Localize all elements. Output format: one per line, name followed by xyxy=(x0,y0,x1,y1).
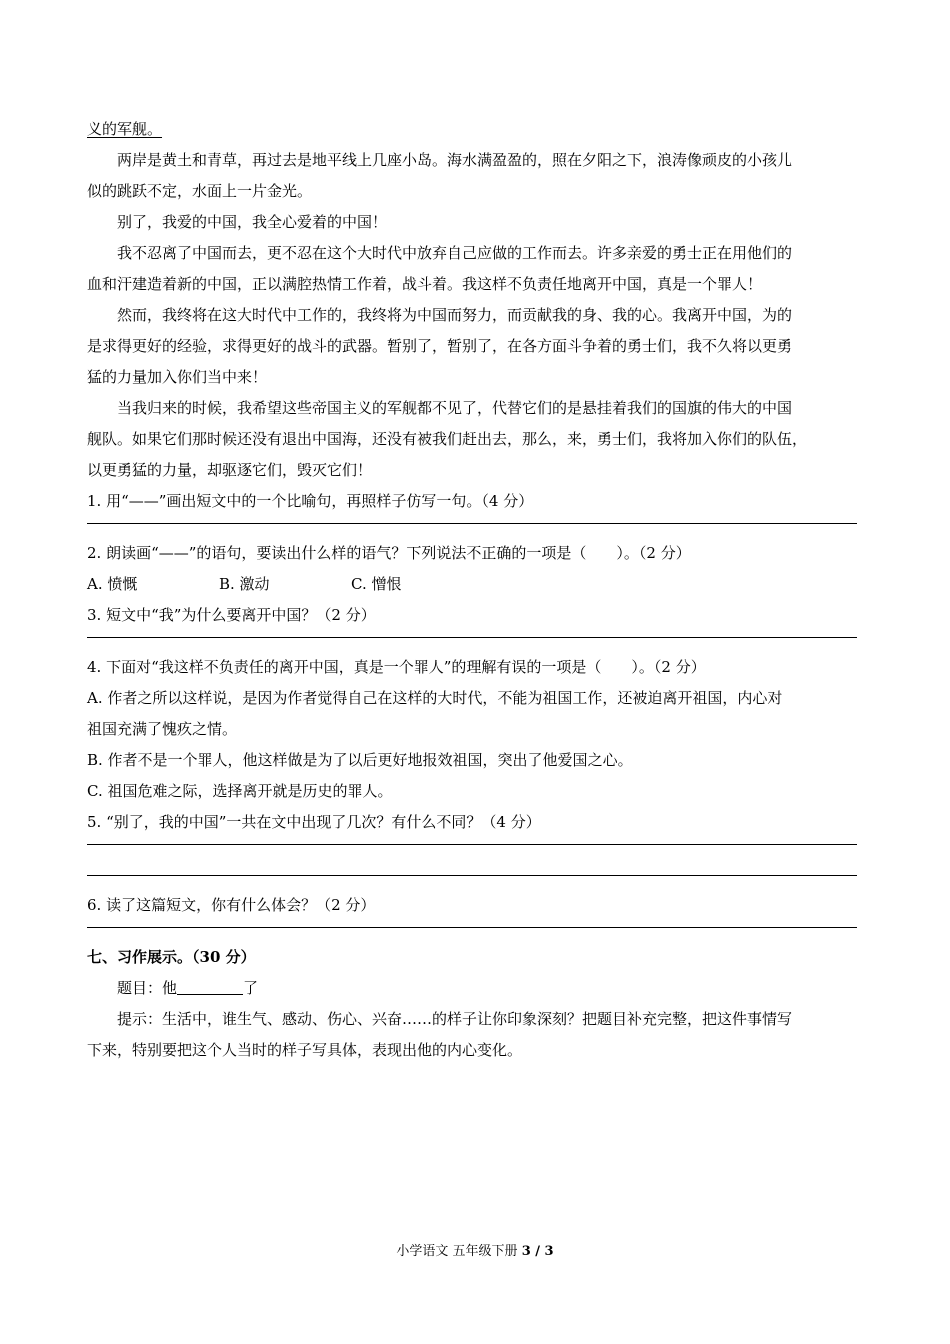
option-c[interactable]: C. 憎恨 xyxy=(351,575,402,593)
option-a-continued: 祖国充满了愧疚之情。 xyxy=(87,720,238,738)
option-a[interactable]: A. 愤慨 xyxy=(87,575,138,593)
option-a[interactable]: A. 作者之所以这样说，是因为作者觉得自己在这样的大时代，不能为祖国工作，还被迫离开祖国，内心对 xyxy=(87,689,783,707)
topic-suffix: 了 xyxy=(243,979,259,997)
exam-page xyxy=(87,114,859,1066)
answer-line[interactable] xyxy=(87,927,857,928)
answer-line[interactable] xyxy=(87,637,857,638)
section-title: 七、习作展示。（30 分） xyxy=(87,948,256,966)
topic-blank[interactable] xyxy=(177,976,243,995)
question-1: 1. 用“——”画出短文中的一个比喻句，再照样子仿写一句。（4 分） xyxy=(87,492,534,510)
topic-prefix: 题目：他 xyxy=(117,979,178,997)
passage-line: 血和汗建造着新的中国，正以满腔热情工作着，战斗着。我这样不负责任地离开中国，真是一个罪人！ xyxy=(87,275,763,293)
footer-subject: 小学语文 五年级下册 xyxy=(396,1244,522,1259)
option-b[interactable]: B. 作者不是一个罪人，他这样做是为了以后更好地报效祖国，突出了他爱国之心。 xyxy=(87,751,633,769)
passage-line: 当我归来的时候，我希望这些帝国主义的军舰都不见了，代替它们的是悬挂着我们的国旗的伟大的中国 xyxy=(117,399,793,417)
passage-line: 义的军舰。 xyxy=(87,120,163,138)
passage-line: 猛的力量加入你们当中来！ xyxy=(87,368,268,386)
passage-line: 舰队。如果它们那时候还没有退出中国海，还没有被我们赶出去，那么，来，勇士们，我将加入你们的队伍， xyxy=(87,430,808,448)
option-b[interactable]: B. 激动 xyxy=(219,575,270,593)
page-number: 3 / 3 xyxy=(521,1244,554,1259)
question-5: 5. “别了，我的中国”一共在文中出现了几次？有什么不同？（4 分） xyxy=(87,813,541,831)
writing-hint: 提示：生活中，谁生气、感动、伤心、兴奋……的样子让你印象深刻？把题目补充完整，把这件事情写 xyxy=(117,1010,793,1028)
answer-line[interactable] xyxy=(87,875,857,876)
passage-line: 似的跳跃不定，水面上一片金光。 xyxy=(87,182,313,200)
question-2: 2. 朗读画“——”的语句，要读出什么样的语气？下列说法不正确的一项是（ ）。（2 分） xyxy=(87,544,691,562)
question-6: 6. 读了这篇短文，你有什么体会？（2 分） xyxy=(87,896,376,914)
passage-line: 是求得更好的经验，求得更好的战斗的武器。暂别了，暂别了，在各方面斗争着的勇士们，我不久将以更勇 xyxy=(87,337,793,355)
question-2-options xyxy=(87,569,859,600)
passage-line: 两岸是黄土和青草，再过去是地平线上几座小岛。海水满盈盈的，照在夕阳之下，浪涛像顽皮的小孩儿 xyxy=(117,151,793,169)
passage-line: 然而，我终将在这大时代中工作的，我终将为中国而努力，而贡献我的身、我的心。我离开中国，为的 xyxy=(117,306,793,324)
passage-line: 以更勇猛的力量，却驱逐它们，毁灭它们！ xyxy=(87,461,373,479)
page-footer xyxy=(0,1242,950,1262)
answer-line[interactable] xyxy=(87,523,857,524)
question-4: 4. 下面对“我这样不负责任的离开中国，真是一个罪人”的理解有误的一项是（ ）。（2 分） xyxy=(87,658,706,676)
passage-line: 我不忍离了中国而去，更不忍在这个大时代中放弃自己应做的工作而去。许多亲爱的勇士正在用他们的 xyxy=(117,244,793,262)
answer-line[interactable] xyxy=(87,844,857,845)
option-c[interactable]: C. 祖国危难之际，选择离开就是历史的罪人。 xyxy=(87,782,393,800)
writing-topic xyxy=(87,973,859,1004)
passage-line: 别了，我爱的中国，我全心爱着的中国！ xyxy=(117,213,388,231)
question-3: 3. 短文中“我”为什么要离开中国？（2 分） xyxy=(87,606,376,624)
writing-hint: 下来，特别要把这个人当时的样子写具体，表现出他的内心变化。 xyxy=(87,1041,523,1059)
